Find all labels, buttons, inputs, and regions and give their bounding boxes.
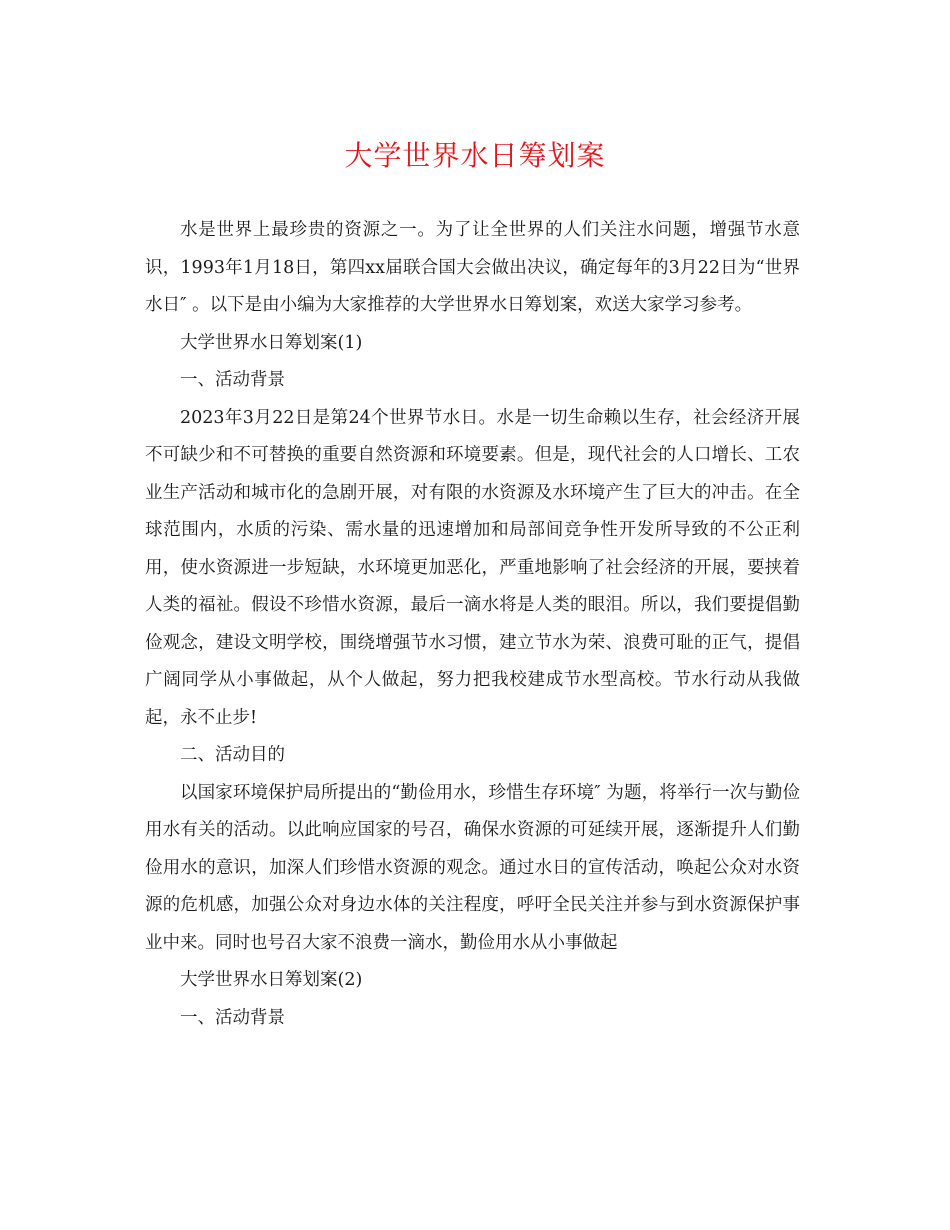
- subheading-background-1: 一、活动背景: [180, 370, 285, 390]
- purpose-paragraph-1: 以国家环境保护局所提出的“勤俭用水，珍惜生存环境″ 为题，将举行一次与勤俭用水有关的活动。以此响应国家的号召，确保水资源的可延续开展，逐渐提升人们勤俭用水的意识，加深人们珍惜水资源的观念。通过水日的宣传活动，唤起公众对水资源的危机感，加强公众对身边水体的关注程度，呼吁全民关注并参与到水资源保护事业中来。同时也号召大家不浪费一滴水，勤俭用水从小事做起: [145, 782, 800, 953]
- subheading-purpose-1: 二、活动目的: [180, 745, 285, 765]
- subheading-background-2: 一、活动背景: [180, 1007, 285, 1028]
- intro-paragraph: 水是世界上最珍贵的资源之一。为了让全世界的人们关注水问题，增强节水意识，1993年1月18日，第四xx届联合国大会做出决议，确定每年的3月22日为“世界水日″ 。以下是由小编为大家推荐的大学世界水日筹划案，欢送大家学习参考。: [145, 220, 800, 315]
- document-body: [145, 212, 800, 1037]
- background-paragraph-1: 2023年3月22日是第24个世界节水日。水是一切生命赖以生存，社会经济开展不可缺少和不可替换的重要自然资源和环境要素。但是，现代社会的人口增长、工农业生产活动和城市化的急剧开展，对有限的水资源及水环境产生了巨大的冲击。在全球范围内，水质的污染、需水量的迅速增加和局部间竞争性开发所导致的不公正利用，使水资源进一步短缺，水环境更加恶化，严重地影响了社会经济的开展，要挟着人类的福祉。假设不珍惜水资源，最后一滴水将是人类的眼泪。所以，我们要提倡勤俭观念，建设文明学校，围绕增强节水习惯，建立节水为荣、浪费可耻的正气，提倡广阔同学从小事做起，从个人做起，努力把我校建成节水型高校。节水行动从我做起，永不止步!: [145, 407, 800, 728]
- page-title: 大学世界水日筹划案: [344, 139, 606, 172]
- section-heading-plan-2: 大学世界水日筹划案(2): [180, 970, 363, 990]
- section-heading-plan-1: 大学世界水日筹划案(1): [180, 332, 363, 353]
